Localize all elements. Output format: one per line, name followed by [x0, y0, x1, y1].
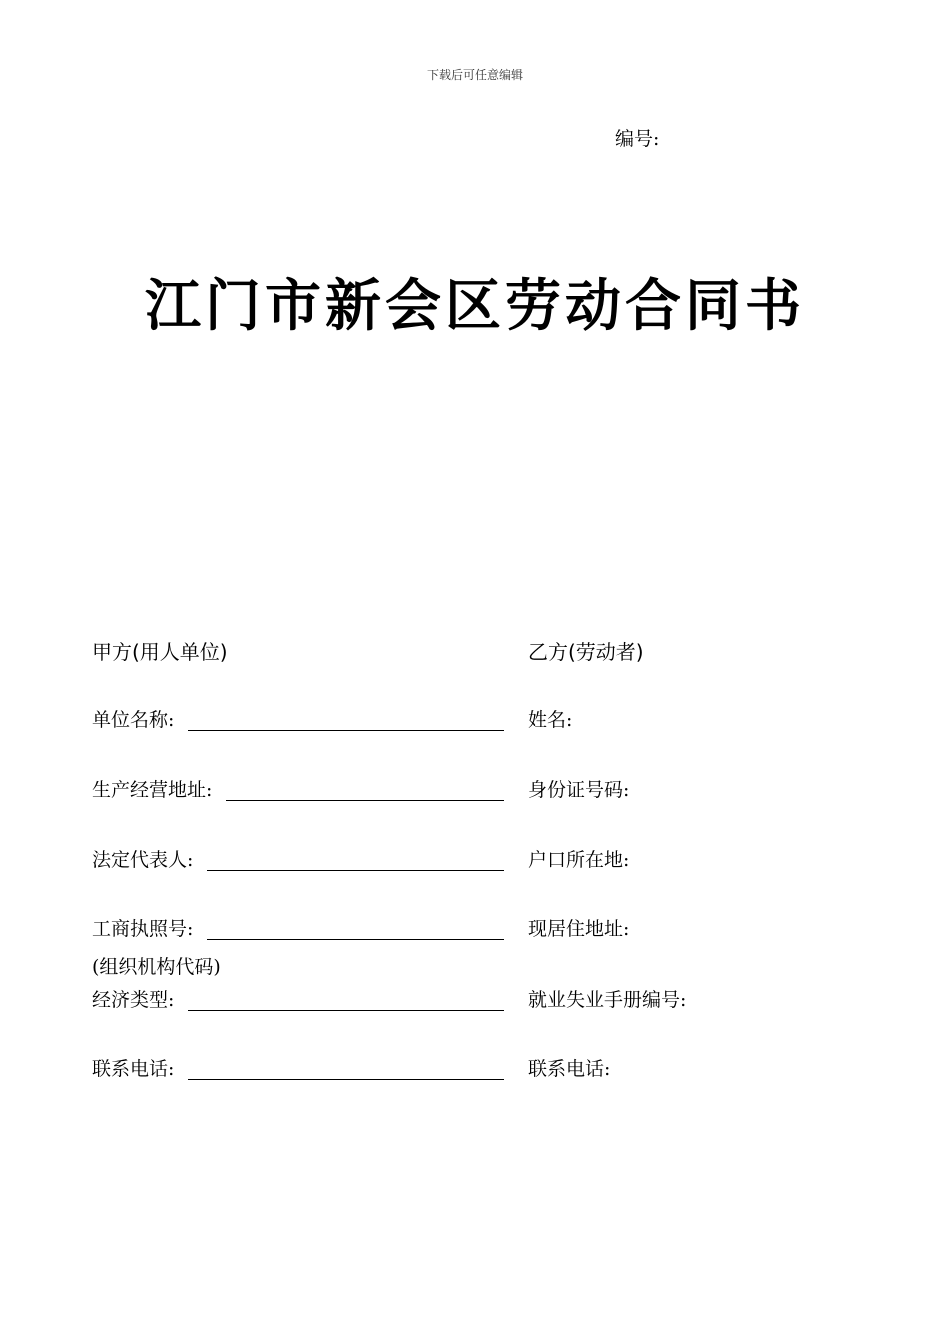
- party-b-hukou-field[interactable]: [528, 845, 629, 872]
- party-b-phone-field[interactable]: [528, 1054, 610, 1081]
- field-label: 现居住地址:: [528, 918, 630, 940]
- license-sub-note: (组织机构代码): [92, 956, 221, 978]
- document-title: 江门市新会区劳动合同书: [145, 273, 805, 339]
- header-note: 下载后可任意编辑: [426, 68, 523, 82]
- party-a-license-field[interactable]: [92, 914, 504, 941]
- blank-line[interactable]: [207, 869, 504, 871]
- field-label: 联系电话:: [92, 1058, 175, 1080]
- party-b-heading: 乙方(劳动者): [528, 640, 644, 664]
- party-a-economic-type-field[interactable]: [92, 985, 504, 1012]
- party-a-phone-field[interactable]: [92, 1054, 504, 1081]
- party-b-current-address-field[interactable]: [528, 914, 629, 941]
- party-a-address-field[interactable]: [92, 775, 504, 802]
- field-label: 生产经营地址:: [92, 779, 213, 801]
- blank-line[interactable]: [188, 1009, 504, 1011]
- blank-line[interactable]: [188, 729, 504, 731]
- field-label: 户口所在地:: [528, 849, 630, 871]
- blank-line[interactable]: [188, 1078, 504, 1080]
- field-label: 联系电话:: [528, 1058, 611, 1080]
- party-a-legal-rep-field[interactable]: [92, 845, 504, 872]
- field-label: 姓名:: [528, 709, 573, 731]
- document-number-label: 编号:: [615, 128, 660, 150]
- field-label: 工商执照号:: [92, 918, 194, 940]
- field-label: 就业失业手册编号:: [528, 989, 687, 1011]
- party-a-heading: 甲方(用人单位): [92, 640, 228, 664]
- field-label: 经济类型:: [92, 989, 175, 1011]
- field-label: 单位名称:: [92, 709, 175, 731]
- party-b-employment-book-field[interactable]: [528, 985, 686, 1012]
- field-label: 法定代表人:: [92, 849, 194, 871]
- field-label: 身份证号码:: [528, 779, 630, 801]
- blank-line[interactable]: [226, 799, 504, 801]
- party-b-id-number-field[interactable]: [528, 775, 629, 802]
- party-a-company-name-field[interactable]: [92, 705, 504, 732]
- blank-line[interactable]: [207, 938, 504, 940]
- party-b-name-field[interactable]: [528, 705, 572, 732]
